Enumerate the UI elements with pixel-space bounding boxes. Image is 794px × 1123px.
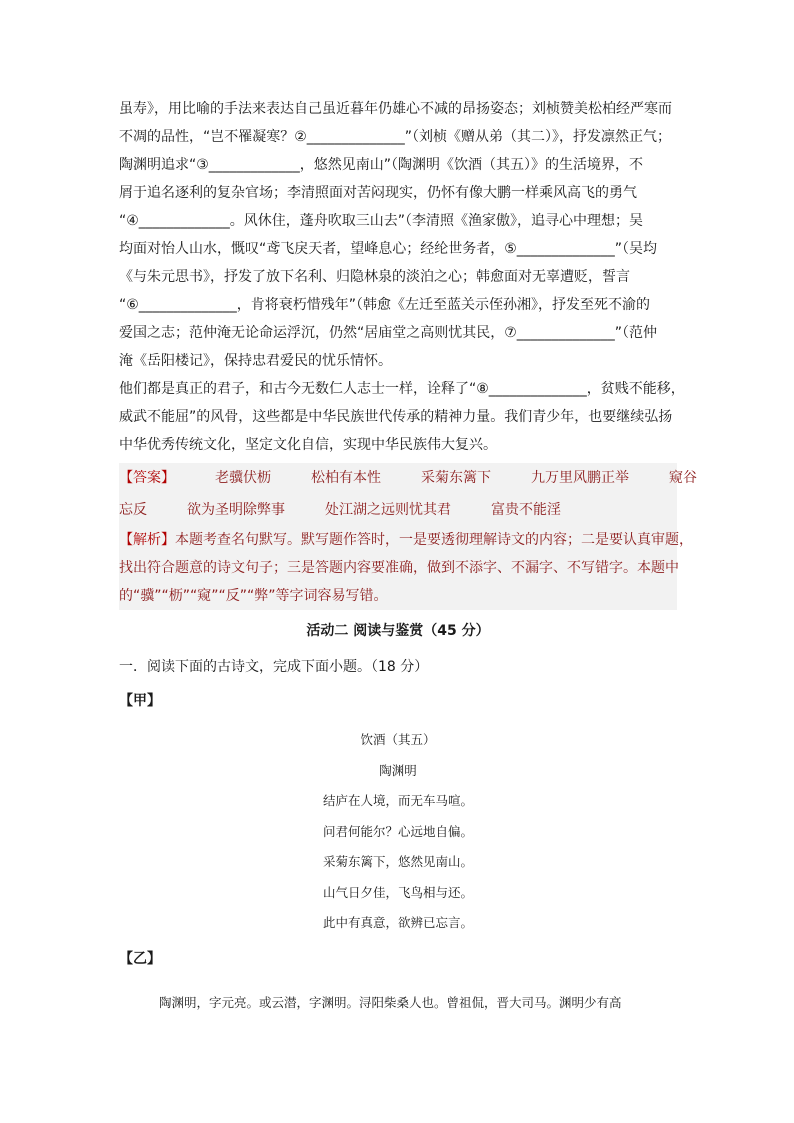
- section-title: 活动二 阅读与鉴赏（45 分）: [306, 623, 490, 639]
- paragraph-line: 虽寿》，用比喻的手法来表达自己虽近暮年仍雄心不减的昂扬姿态；刘桢赞美松柏经严寒而: [119, 101, 672, 117]
- paragraph-line: 爱国之志；范仲淹无论命运浮沉，仍然“居庙堂之高则忧其民，⑦______________”（范仲: [119, 325, 658, 341]
- paragraph-line: 淹《岳阳楼记》，保持忠君爱民的忧乐情怀。: [119, 353, 392, 369]
- paragraph-line: 均面对怡人山水，慨叹“鸢飞戾天者，望峰息心；经纶世务者，⑤______________”（吴均: [119, 241, 658, 257]
- analysis-text: 本题考查名句默写。默写题作答时，一是要透彻理解诗文的内容；二是要认真审题，: [175, 532, 693, 548]
- yi-text: 陶渊明，字元亮。或云潜，字渊明。浔阳柴桑人也。曾祖侃，晋大司马。渊明少有高: [159, 994, 622, 1010]
- answer-tag: 【答案】: [119, 470, 175, 486]
- paragraph-line: 威武不能屈”的风骨，这些都是中华民族世代传承的精神力量。我们青少年，也要继续弘扬: [119, 409, 673, 425]
- poem-line: 问君何能尔？心远地自偏。: [322, 823, 473, 839]
- answer-item: 欲为圣明除弊事: [187, 501, 285, 518]
- analysis-tag: 【解析】: [119, 532, 175, 548]
- poem-line: 此中有真意，欲辨已忘言。: [322, 915, 473, 930]
- answer-item: 忘反: [119, 501, 147, 518]
- poem-line: 采菊东篱下，悠然见南山。: [322, 854, 473, 869]
- poem-author: 陶渊明: [379, 762, 417, 778]
- paragraph-line: “⑥______________，肯将衰朽惜残年”（韩愈《左迁至蓝关示侄孙湘》，抒发至死不渝的: [119, 297, 651, 313]
- content-column: [119, 95, 697, 1017]
- answer-item: 老骥伏枥: [215, 470, 271, 486]
- paragraph-line: 屑于追名逐利的复杂官场；李清照面对苦闷现实，仍怀有像大鹏一样乘风高飞的勇气: [119, 185, 637, 201]
- jia-label: 【甲】: [119, 693, 161, 709]
- answer-line-1: [119, 463, 697, 495]
- answer-line-2: [119, 495, 677, 527]
- paragraph-line: “④_____________。风休住，蓬舟吹取三山去”（李清照《渔家傲》，追寻心中理想；吴: [119, 213, 644, 229]
- answer-item: 处江湖之远则忧其君: [325, 501, 451, 518]
- answer-item: 富贵不能淫: [491, 501, 561, 518]
- answer-item: 松柏有本性: [311, 470, 381, 486]
- paragraph-line: 他们都是真正的君子，和古今无数仁人志士一样，诠释了“⑧______________，贫贱不能移，: [119, 381, 685, 397]
- analysis-line-2: 找出符合题意的诗文句子；三是答题内容要准确，做到不添字、不漏字、不写错字。本题中: [119, 560, 679, 576]
- answer-item: 采菊东篱下: [421, 470, 491, 486]
- paragraph-line: 不凋的品性，“岂不罹凝寒？②______________”（刘桢《赠从弟（其二）》，抒发凛然正气；: [119, 129, 672, 145]
- poem-line: 山气日夕佳，飞鸟相与还。: [322, 884, 473, 900]
- analysis-line-1: [119, 526, 693, 554]
- answer-item: 九万里风鹏正举: [531, 470, 629, 486]
- analysis-line-3: 的“骥”“枥”“窥”“反”“弊”等字词容易写错。: [119, 588, 388, 604]
- question-instruction: 一．阅读下面的古诗文，完成下面小题。（18 分）: [119, 659, 429, 675]
- yi-label: 【乙】: [119, 950, 161, 967]
- answer-analysis-box: [119, 463, 697, 610]
- recitation-paragraph: [119, 95, 685, 459]
- poem-title: 饮酒（其五）: [360, 732, 436, 747]
- answer-item: 窥谷: [669, 470, 697, 486]
- poem-line: 结庐在人境，而无车马喧。: [322, 793, 473, 808]
- paragraph-line: 陶渊明追求“③_____________，悠然见南山”（陶渊明《饮酒（其五）》的生活境界，不: [119, 157, 644, 173]
- paragraph-line: 中华优秀传统文化，坚定文化自信，实现中华民族伟大复兴。: [119, 437, 497, 453]
- poem-block: [119, 725, 677, 939]
- paragraph-line: 《与朱元思书》，抒发了放下名利、归隐林泉的淡泊之心；韩愈面对无辜遭贬，誓言: [119, 269, 630, 285]
